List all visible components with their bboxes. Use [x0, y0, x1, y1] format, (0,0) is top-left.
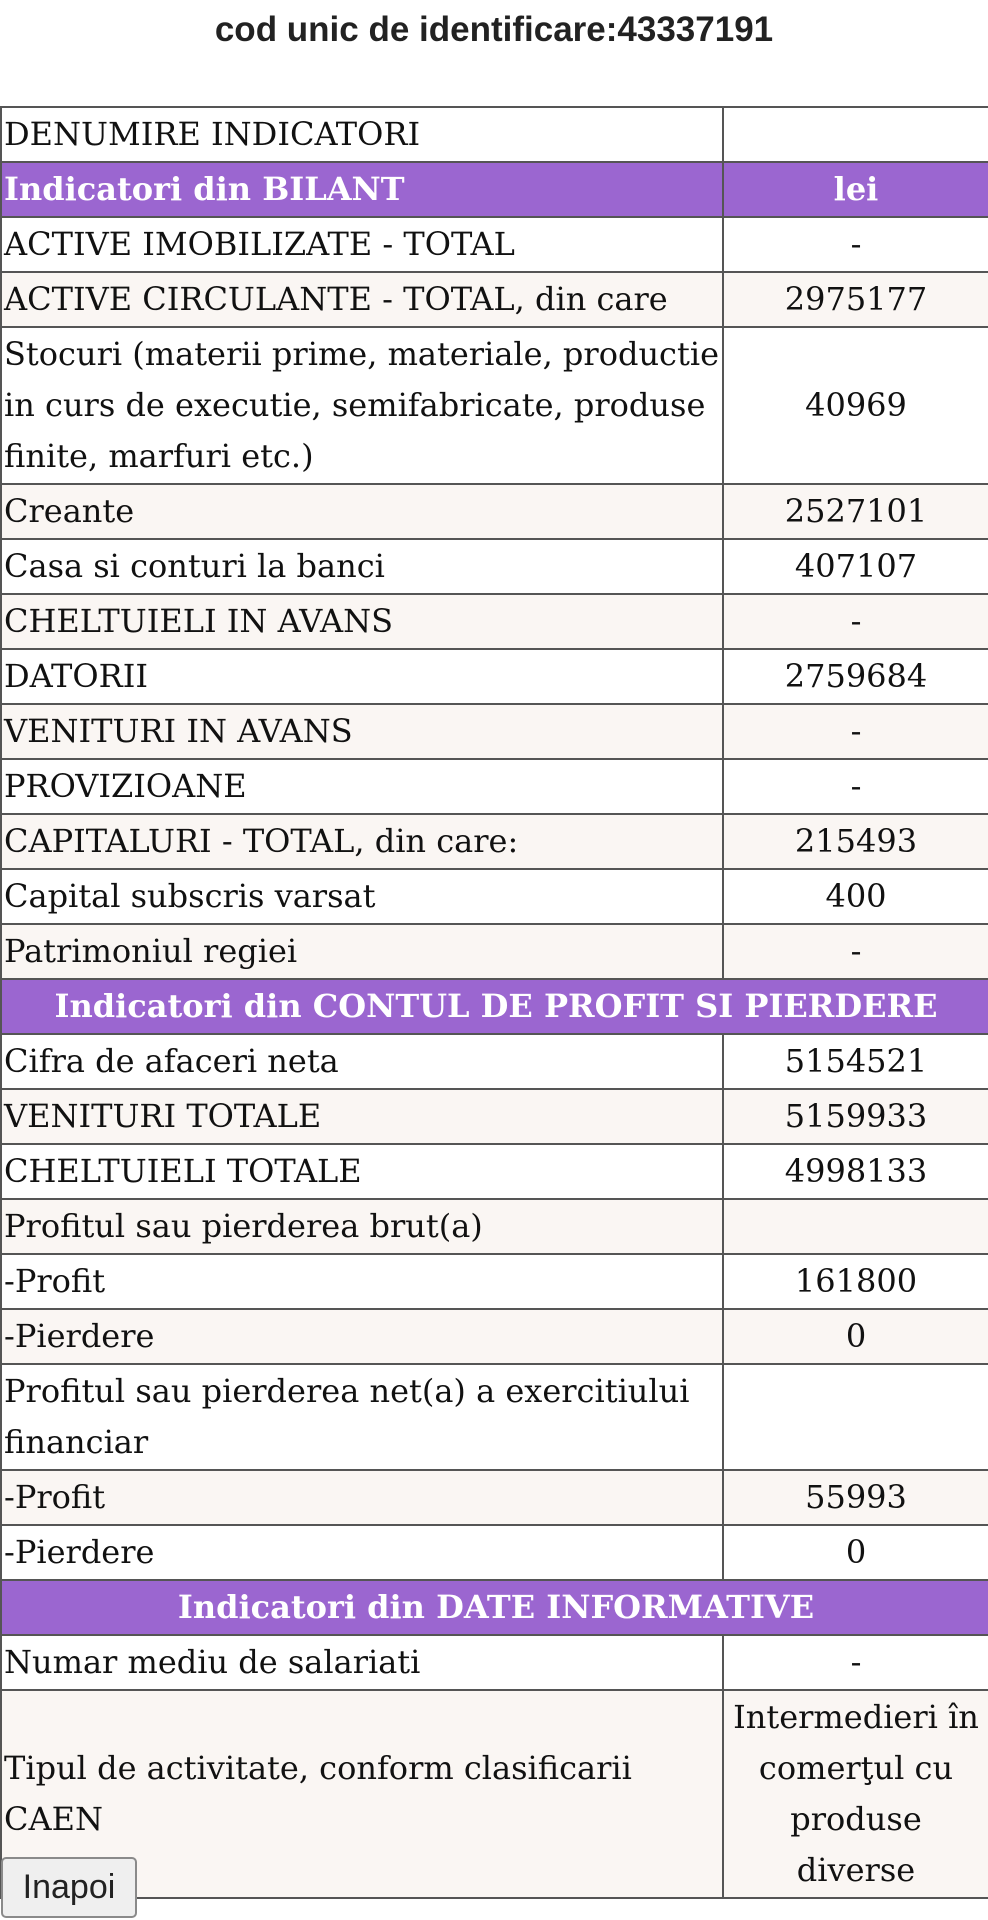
- indicator-value: 215493: [723, 814, 988, 869]
- indicator-value: 5159933: [723, 1089, 988, 1144]
- indicator-label: Tipul de activitate, conform clasificarii CAEN: [1, 1690, 723, 1898]
- section-header-row: [1, 1580, 988, 1635]
- table-row: [1, 649, 988, 704]
- indicator-label: DATORII: [1, 649, 723, 704]
- indicator-value: -: [723, 704, 988, 759]
- unit-label: lei: [723, 162, 988, 217]
- indicator-label: -Profit: [1, 1470, 723, 1525]
- indicators-table-body: [1, 107, 988, 1898]
- table-row: [1, 1690, 988, 1898]
- indicator-label: DENUMIRE INDICATORI: [1, 107, 723, 162]
- section-header-label: Indicatori din CONTUL DE PROFIT SI PIERDERE: [1, 979, 988, 1034]
- indicator-label: Profitul sau pierderea net(a) a exercitiului financiar: [1, 1364, 723, 1470]
- table-row: [1, 704, 988, 759]
- indicator-value: -: [723, 594, 988, 649]
- indicator-label: Casa si conturi la banci: [1, 539, 723, 594]
- indicator-value: [723, 107, 988, 162]
- indicator-label: VENITURI IN AVANS: [1, 704, 723, 759]
- table-row: [1, 594, 988, 649]
- indicator-value: -: [723, 924, 988, 979]
- indicator-value: 2975177: [723, 272, 988, 327]
- indicator-value: 0: [723, 1525, 988, 1580]
- back-button[interactable]: Inapoi: [1, 1857, 137, 1918]
- indicator-label: CHELTUIELI TOTALE: [1, 1144, 723, 1199]
- indicator-label: -Profit: [1, 1254, 723, 1309]
- indicator-value: -: [723, 1635, 988, 1690]
- indicator-label: -Pierdere: [1, 1309, 723, 1364]
- table-row: [1, 924, 988, 979]
- indicator-label: Numar mediu de salariati: [1, 1635, 723, 1690]
- indicator-label: Patrimoniul regiei: [1, 924, 723, 979]
- page-title: cod unic de identificare:43337191: [214, 10, 774, 49]
- indicator-value: 55993: [723, 1470, 988, 1525]
- indicator-value: -: [723, 759, 988, 814]
- section-header-label: Indicatori din DATE INFORMATIVE: [1, 1580, 988, 1635]
- indicator-label: -Pierdere: [1, 1525, 723, 1580]
- indicator-value: 161800: [723, 1254, 988, 1309]
- indicator-value: Intermedieri în comerţul cu produse diverse: [723, 1690, 988, 1898]
- table-row: [1, 1309, 988, 1364]
- indicator-value: 40969: [723, 327, 988, 484]
- indicator-label: ACTIVE IMOBILIZATE - TOTAL: [1, 217, 723, 272]
- indicator-label: CHELTUIELI IN AVANS: [1, 594, 723, 649]
- table-row: [1, 759, 988, 814]
- table-row: [1, 869, 988, 924]
- indicator-value: 5154521: [723, 1034, 988, 1089]
- table-row: [1, 327, 988, 484]
- indicator-label: Cifra de afaceri neta: [1, 1034, 723, 1089]
- indicator-value: 400: [723, 869, 988, 924]
- indicator-value: 2527101: [723, 484, 988, 539]
- indicator-value: 2759684: [723, 649, 988, 704]
- indicator-label: Creante: [1, 484, 723, 539]
- indicator-label: Profitul sau pierderea brut(a): [1, 1199, 723, 1254]
- table-row: [1, 1034, 988, 1089]
- table-row: [1, 1635, 988, 1690]
- indicators-table: [0, 106, 988, 1899]
- indicator-value: 407107: [723, 539, 988, 594]
- indicator-label: PROVIZIOANE: [1, 759, 723, 814]
- table-row: [1, 1364, 988, 1470]
- table-row: [1, 1470, 988, 1525]
- indicator-label: CAPITALURI - TOTAL, din care:: [1, 814, 723, 869]
- table-row: [1, 1199, 988, 1254]
- indicator-label: VENITURI TOTALE: [1, 1089, 723, 1144]
- indicator-value: [723, 1199, 988, 1254]
- table-row: [1, 484, 988, 539]
- table-row: [1, 814, 988, 869]
- indicator-value: 4998133: [723, 1144, 988, 1199]
- table-row: [1, 539, 988, 594]
- table-row: [1, 1525, 988, 1580]
- table-row: [1, 272, 988, 327]
- section-header-label: Indicatori din BILANT: [1, 162, 723, 217]
- indicator-label: ACTIVE CIRCULANTE - TOTAL, din care: [1, 272, 723, 327]
- table-row: [1, 1254, 988, 1309]
- indicator-value: 0: [723, 1309, 988, 1364]
- section-header-row: [1, 979, 988, 1034]
- indicator-label: Capital subscris varsat: [1, 869, 723, 924]
- indicator-label: Stocuri (materii prime, materiale, productie in curs de executie, semifabricate, produse finite, marfuri etc.): [1, 327, 723, 484]
- section-header-row: [1, 162, 988, 217]
- table-row: [1, 1089, 988, 1144]
- indicator-value: [723, 1364, 988, 1470]
- table-row: [1, 107, 988, 162]
- indicator-value: -: [723, 217, 988, 272]
- table-row: [1, 1144, 988, 1199]
- table-row: [1, 217, 988, 272]
